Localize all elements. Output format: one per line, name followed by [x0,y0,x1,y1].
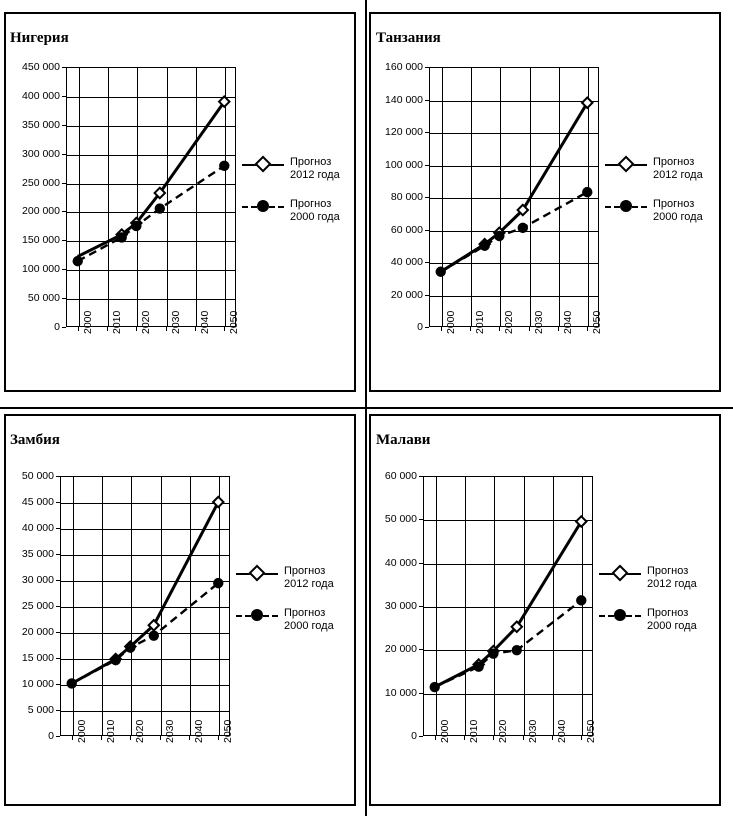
x-axis-tick-label: 2000 [444,310,457,334]
chart-tanzania [366,55,726,385]
x-axis-tick-label: 2000 [75,719,88,743]
x-axis-tick-label: 2030 [526,719,539,743]
y-axis-tick-label: 50 000 [27,292,60,305]
y-axis-tick-label: 400 000 [22,89,60,102]
y-axis-tick-label: 150 000 [22,234,60,247]
series-line-forecast-2012 [441,103,588,272]
panel-cell-1 [366,0,733,408]
y-axis-tick-label: 20 000 [390,288,423,301]
data-point-marker-filled-circle [576,595,586,605]
y-axis-tick-label: 15 000 [21,652,54,664]
y-axis-tick-label: 450 000 [22,61,60,73]
data-point-marker-filled-circle [473,661,483,671]
chart-zambia [0,458,360,798]
y-axis-tick-label: 40 000 [21,522,54,534]
legend-marker-filled-circle [251,609,263,621]
data-point-marker-filled-circle [67,678,77,688]
y-axis-tick-label: 350 000 [22,118,60,131]
y-axis-tick-label: 45 000 [21,496,54,508]
y-axis-tick-label: 0 [417,321,423,333]
legend-marker-filled-circle [614,609,626,621]
x-axis-tick-label: 2040 [192,719,205,743]
y-axis-tick-label: 0 [48,730,54,742]
x-axis-tick-label: 2030 [163,719,176,743]
legend-label-forecast-2012: Прогноз 2012 года [284,565,334,590]
x-axis-tick-label: 2010 [468,719,481,743]
legend-label-forecast-2000: Прогноз 2000 года [290,198,340,223]
y-axis-tick-label: 40 000 [390,256,423,268]
x-axis-tick-label: 2030 [169,310,182,334]
y-axis-tick-label: 120 000 [385,126,423,138]
x-axis-tick-label: 2030 [532,310,545,334]
legend-marker-filled-circle [620,200,632,212]
y-axis-tick-label: 60 000 [384,470,417,482]
x-axis-tick-label: 2050 [585,719,598,743]
data-point-marker-filled-circle [488,648,498,658]
series-line-forecast-2012 [72,502,219,684]
y-axis-tick-label: 0 [54,321,60,333]
data-point-marker-filled-circle [116,232,126,242]
data-point-marker-filled-circle [512,645,522,655]
data-point-marker-filled-circle [110,655,120,665]
panel-title-1: Танзания [376,30,441,46]
panel-cell-3 [366,408,733,816]
legend-label-forecast-2000: Прогноз 2000 года [653,198,703,223]
series-line-forecast-2012 [435,522,582,688]
y-axis-tick-label: 160 000 [385,61,423,73]
x-axis-tick-label: 2020 [140,310,153,334]
x-axis-tick-label: 2040 [555,719,568,743]
data-point-marker-filled-circle [125,642,135,652]
series-line-forecast-2000 [435,600,582,687]
x-axis-tick-label: 2020 [134,719,147,743]
x-axis-tick-label: 2020 [503,310,516,334]
data-point-marker-filled-circle [131,221,141,231]
y-axis-tick-label: 100 000 [22,263,60,276]
chart-malawi [366,458,726,798]
y-axis-tick-label: 50 000 [384,513,417,526]
x-axis-tick-label: 2020 [497,719,510,743]
y-axis-tick-label: 60 000 [390,223,423,236]
panel-cell-2 [0,408,366,816]
data-point-marker-filled-circle [73,256,83,266]
y-axis-tick-label: 30 000 [21,574,54,586]
x-axis-tick-label: 2000 [81,310,94,334]
data-point-marker-filled-circle [479,241,489,251]
x-axis-tick-label: 2040 [198,310,211,334]
x-axis-tick-label: 2050 [591,310,604,334]
legend-label-forecast-2012: Прогноз 2012 года [290,156,340,181]
legend-label-forecast-2012: Прогноз 2012 года [653,156,703,181]
panel-title-2: Замбия [10,432,60,448]
data-point-marker-open-diamond [213,497,223,507]
y-axis-tick-label: 20 000 [21,626,54,638]
data-point-marker-filled-circle [213,578,223,588]
legend-label-forecast-2012: Прогноз 2012 года [647,565,697,590]
data-point-marker-filled-circle [518,223,528,233]
data-point-marker-filled-circle [155,203,165,213]
panel-cell-0 [0,0,366,408]
x-axis-tick-label: 2050 [222,719,235,743]
y-axis-tick-label: 10 000 [384,686,417,699]
y-axis-tick-label: 300 000 [22,147,60,160]
x-axis-tick-label: 2010 [474,310,487,334]
x-axis-tick-label: 2010 [105,719,118,743]
data-point-marker-filled-circle [436,267,446,277]
y-axis-tick-label: 20 000 [384,643,417,656]
chart-nigeria [0,55,360,385]
data-point-marker-filled-circle [494,231,504,241]
y-axis-tick-label: 25 000 [21,600,54,612]
y-axis-tick-label: 5 000 [27,704,54,716]
y-axis-tick-label: 10 000 [21,678,54,690]
horizontal-divider [0,407,733,409]
series-line-forecast-2000 [441,192,588,272]
y-axis-tick-label: 30 000 [384,600,417,612]
panel-title-3: Малави [376,432,431,448]
y-axis-tick-label: 40 000 [384,556,417,569]
panel-title-0: Нигерия [10,30,69,46]
x-axis-tick-label: 2010 [111,310,124,334]
data-point-marker-filled-circle [582,187,592,197]
legend-label-forecast-2000: Прогноз 2000 года [647,607,697,632]
x-axis-tick-label: 2000 [438,719,451,743]
y-axis-tick-label: 35 000 [21,548,54,560]
data-point-marker-filled-circle [430,682,440,692]
y-axis-tick-label: 50 000 [21,470,54,482]
x-axis-tick-label: 2040 [561,310,574,334]
data-point-marker-filled-circle [149,630,159,640]
y-axis-tick-label: 250 000 [22,176,60,189]
legend-marker-filled-circle [257,200,269,212]
y-axis-tick-label: 80 000 [390,191,423,203]
legend-label-forecast-2000: Прогноз 2000 года [284,607,334,632]
data-point-marker-filled-circle [219,161,229,171]
y-axis-tick-label: 100 000 [385,158,423,171]
y-axis-tick-label: 140 000 [385,93,423,106]
y-axis-tick-label: 200 000 [22,205,60,218]
x-axis-tick-label: 2050 [228,310,241,334]
y-axis-tick-label: 0 [411,730,417,742]
